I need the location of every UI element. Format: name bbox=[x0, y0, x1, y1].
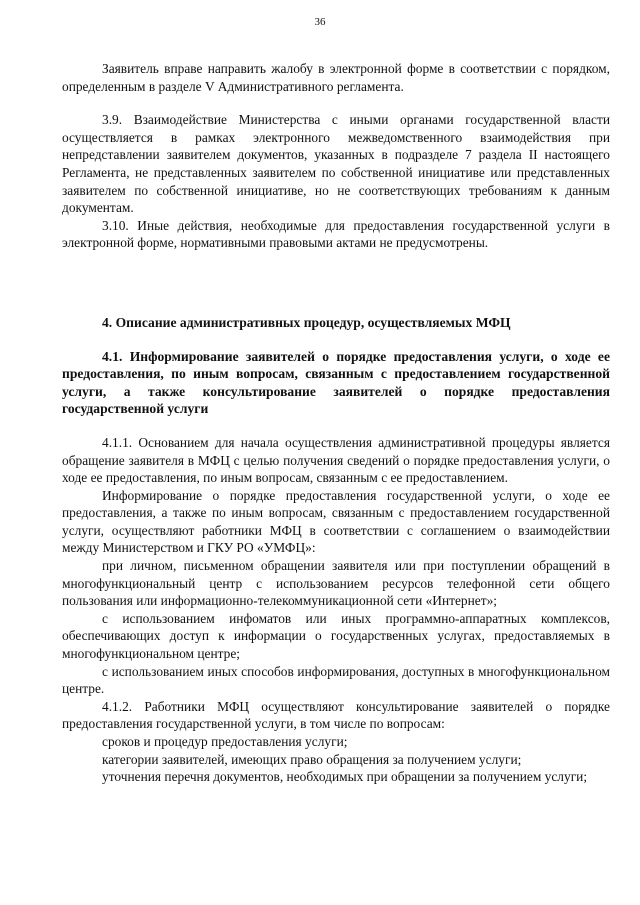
list-item-deadlines: сроков и процедур предоставления услуги; bbox=[102, 734, 348, 749]
paragraph-personal-request: при личном, письменном обращении заявителя или при поступлении обращений в многофункциональный центр с использованием ресурсов телефонной сети общего пользования или информационно-телекоммуникационной сети «Интернет»; bbox=[62, 558, 610, 609]
paragraph-3-9: 3.9. Взаимодействие Министерства с иными органами государственной власти осуществляется в рамках электронного межведомственного взаимодействия при непредставлении заявителем документов, указанных в подразделе 7 раздела II настоящего Регламента, не представленных заявителем по собственной инициативе или представленных заявителем по собственной инициативе, но не соответствующих требованиям к данным документам. bbox=[62, 112, 610, 216]
paragraph-4-1-2: 4.1.2. Работники МФЦ осуществляют консультирование заявителей о порядке предоставления государственной услуги, в том числе по вопросам: bbox=[62, 698, 610, 732]
list-item-documents: уточнения перечня документов, необходимых при обращении за получением услуги; bbox=[102, 769, 588, 785]
paragraph-4-1-1: 4.1.1. Основанием для начала осуществления административной процедуры является обращение заявителя в МФЦ с целью получения сведений о порядке предоставления услуги, о ходе ее предоставления, по иным вопросам, связанным с ее предоставлением. bbox=[62, 434, 610, 486]
document-body bbox=[62, 60, 610, 786]
page-number: 36 bbox=[314, 16, 326, 28]
paragraph-other-methods: с использованием иных способов информирования, доступных в многофункциональном центре. bbox=[62, 663, 610, 697]
list-item-categories: категории заявителей, имеющих право обращения за получением услуги; bbox=[102, 751, 522, 767]
paragraph-complaint: Заявитель вправе направить жалобу в электронной форме в соответствии с порядком, определенным в разделе V Административного регламента. bbox=[62, 61, 610, 94]
paragraph-informing: Информирование о порядке предоставления государственной услуги, о ходе ее предоставления, а также по иным вопросам, связанным с предоставлением государственной услуги, осуществляют работники МФЦ в соответствии с соглашением о взаимодействии между Министерством и ГКУ РО «УМФЦ»: bbox=[62, 487, 610, 556]
subsection-title: 4.1. Информирование заявителей о порядке предоставления услуги, о ходе ее предоставления, по иным вопросам, связанным с предоставлением государственной услуги, а также консультирование заявителей о порядке предоставления государственной услуги bbox=[62, 348, 610, 417]
paragraph-3-10: 3.10. Иные действия, необходимые для предоставления государственной услуги в электронной форме, нормативными правовыми актами не предусмотрены. bbox=[62, 217, 610, 251]
section-title: 4. Описание административных процедур, осуществляемых МФЦ bbox=[102, 314, 511, 330]
paragraph-infomats: с использованием инфоматов или иных программно-аппаратных комплексов, обеспечивающих доступ к информации о государственных услугах, предоставляемых в многофункциональном центре; bbox=[62, 610, 610, 662]
